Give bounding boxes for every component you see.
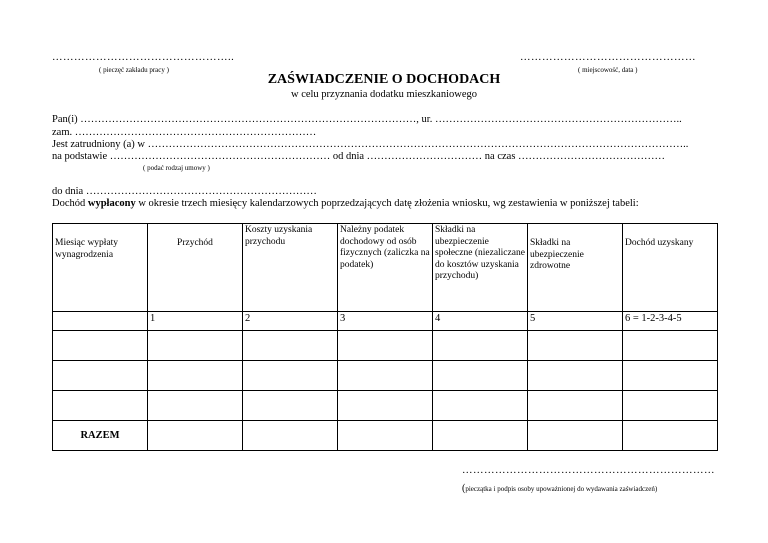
header-costs: Koszty uzyskania przychodu [243, 224, 338, 312]
header-health-insurance: Składki na ubezpieczenie zdrowotne [528, 224, 623, 312]
table-cell[interactable] [53, 391, 148, 421]
header-income: Przychód [148, 224, 243, 312]
table-cell[interactable] [528, 361, 623, 391]
table-cell[interactable] [243, 361, 338, 391]
form-line-address: zam. …………………………………………………………… [52, 127, 317, 138]
table-cell[interactable] [433, 421, 528, 451]
signature-caption [462, 478, 657, 496]
table-cell[interactable] [148, 391, 243, 421]
signature-caption-text: pieczątka i podpis osoby upoważnionej do wydawania zaświadczeń) [465, 485, 658, 493]
number-cell: 3 [338, 312, 433, 331]
header-month: Miesiąc wypłaty wynagrodzenia [53, 224, 148, 312]
table-cell[interactable] [433, 361, 528, 391]
income-text-pre: Dochód [52, 198, 88, 209]
table-total-row [53, 421, 718, 451]
table-cell[interactable] [528, 421, 623, 451]
number-cell [53, 312, 148, 331]
document-subtitle: w celu przyznania dodatku mieszkaniowego [290, 89, 478, 100]
income-text-post: w okresie trzech miesięcy kalendarzowych poprzedzających datę złożenia wniosku, wg zestawienia w poniższej tabeli: [135, 198, 639, 209]
number-cell: 1 [148, 312, 243, 331]
table-cell[interactable] [148, 331, 243, 361]
place-date-dots: ………………………………………… [520, 52, 696, 63]
table-cell[interactable] [243, 421, 338, 451]
header-tax: Należny podatek dochodowy od osób fizycznych (zaliczka na podatek) [338, 224, 433, 312]
table-cell[interactable] [528, 391, 623, 421]
number-cell: 4 [433, 312, 528, 331]
income-statement [52, 198, 639, 209]
table-row [53, 361, 718, 391]
table-number-row [53, 312, 718, 331]
header-net-income: Dochód uzyskany [623, 224, 718, 312]
table-cell[interactable] [148, 361, 243, 391]
table-cell[interactable] [338, 421, 433, 451]
header-social-insurance: Składki na ubezpieczenie społeczne (niezaliczane do kosztów uzyskania przychodu) [433, 224, 528, 312]
form-line-until: do dnia ………………………………………………………… [52, 186, 317, 197]
table-cell[interactable] [433, 331, 528, 361]
table-cell[interactable] [148, 421, 243, 451]
signature-paren: ( [462, 483, 466, 494]
number-cell: 2 [243, 312, 338, 331]
stamp-caption: ( pieczęć zakładu pracy ) [99, 66, 169, 74]
form-line-employer: Jest zatrudniony (a) w ……………………………………………………………………………………………………………………………………….. [52, 139, 689, 150]
form-line-contract: na podstawie ……………………………………………………… od dnia …………………………… na czas …………………………………… [52, 151, 666, 162]
table-cell[interactable] [338, 361, 433, 391]
table-cell[interactable] [623, 391, 718, 421]
table-header-row [53, 224, 718, 312]
document-title: ZAŚWIADCZENIE O DOCHODACH [267, 72, 501, 87]
number-cell: 6 = 1-2-3-4-5 [623, 312, 718, 331]
income-text-bold: wypłacony [87, 198, 136, 209]
table-row [53, 331, 718, 361]
table-cell[interactable] [243, 391, 338, 421]
contract-caption: ( podać rodzaj umowy ) [143, 164, 210, 172]
table-cell[interactable] [433, 391, 528, 421]
table-cell[interactable] [338, 391, 433, 421]
number-cell: 5 [528, 312, 623, 331]
table-cell[interactable] [623, 421, 718, 451]
table-cell[interactable] [338, 331, 433, 361]
table-cell[interactable] [623, 331, 718, 361]
income-table [52, 223, 718, 451]
table-cell[interactable] [53, 361, 148, 391]
place-date-caption: ( miejscowość, data ) [578, 66, 638, 74]
stamp-dots: ………………………………………….. [52, 52, 235, 63]
table-cell[interactable] [528, 331, 623, 361]
total-label: RAZEM [53, 421, 148, 451]
signature-dots: …………………………………………………………… [462, 465, 715, 476]
form-line-name: Pan(i) ……………………………………………………………………………………, ur. …………………………………………………………….. [52, 114, 682, 125]
table-cell[interactable] [53, 331, 148, 361]
table-cell[interactable] [243, 331, 338, 361]
table-cell[interactable] [623, 361, 718, 391]
table-row [53, 391, 718, 421]
